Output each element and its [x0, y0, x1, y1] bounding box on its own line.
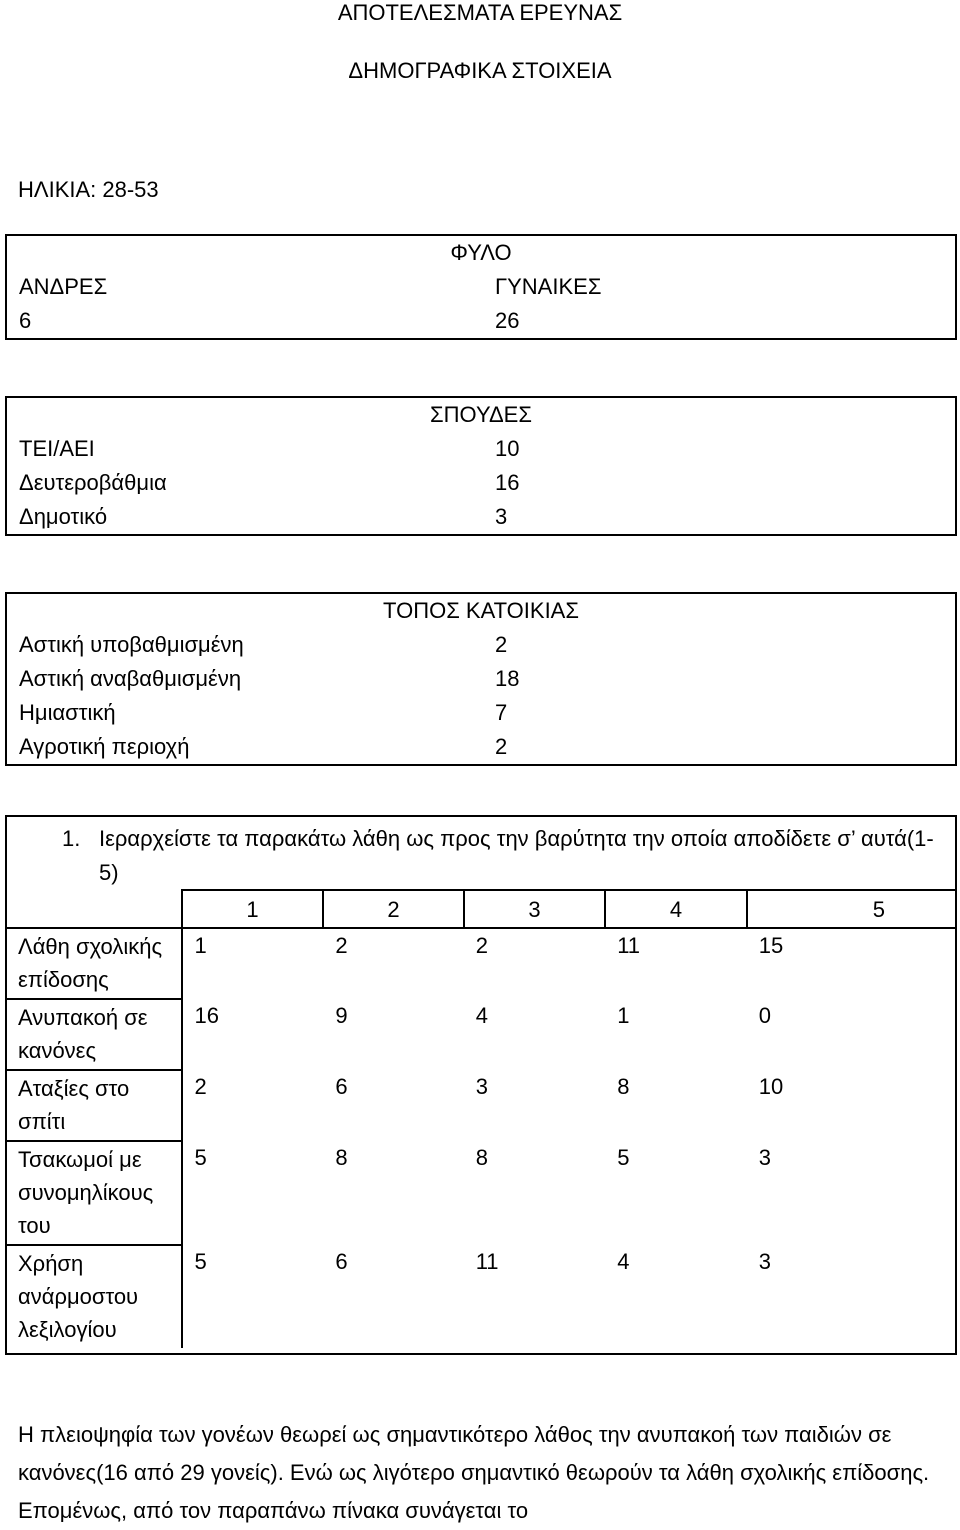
question-number: 1.	[62, 826, 81, 851]
education-table	[5, 396, 957, 536]
residence-table-title: ΤΟΠΟΣ ΚΑΤΟΙΚΙΑΣ	[383, 598, 579, 623]
rank-column-header: 1	[182, 890, 324, 928]
residence-row-value: 2	[495, 632, 508, 657]
table-row	[5, 928, 957, 999]
rank-column-header: 2	[323, 890, 463, 928]
residence-row-label: Αστική αναβαθμισμένη	[19, 666, 242, 691]
rank-count: 8	[475, 1145, 488, 1170]
rank-count: 15	[758, 933, 784, 958]
error-type-label: Χρήση ανάρμοστου λεξιλογίου	[5, 1245, 182, 1348]
rank-count: 3	[475, 1074, 488, 1099]
error-type-label: Λάθη σχολικής επίδοσης	[5, 928, 182, 999]
rank-count: 8	[335, 1145, 348, 1170]
education-table-title: ΣΠΟΥΔΕΣ	[430, 402, 532, 427]
education-row-label: ΤΕΙ/ΑΕΙ	[19, 436, 95, 461]
rank-count: 5	[194, 1145, 207, 1170]
table-row	[5, 1070, 957, 1141]
rank-count: 4	[475, 1003, 488, 1028]
rank-column-header: 4	[605, 890, 747, 928]
error-type-label: Τσακωμοί με συνομηλίκους του	[5, 1141, 182, 1245]
rank-count: 9	[335, 1003, 348, 1028]
gender-label-men: ΑΝΔΡΕΣ	[19, 274, 108, 299]
gender-table-title: ΦΥΛΟ	[450, 240, 512, 265]
ranking-corner-cell	[5, 890, 182, 928]
rank-count: 1	[617, 1003, 630, 1028]
rank-column-header: 3	[464, 890, 606, 928]
rank-count: 5	[617, 1145, 630, 1170]
residence-row-value: 18	[495, 666, 520, 691]
rank-count: 8	[617, 1074, 630, 1099]
rank-count: 0	[758, 1003, 771, 1028]
rank-column-header: 5	[747, 890, 957, 928]
rank-count: 5	[194, 1249, 207, 1274]
table-row	[5, 1245, 957, 1348]
education-row-label: Δημοτικό	[19, 504, 108, 529]
rank-count: 11	[475, 1249, 499, 1274]
residence-row-label: Ημιαστική	[19, 700, 116, 725]
residence-row-value: 2	[495, 734, 508, 759]
rank-count: 16	[194, 1003, 220, 1028]
residence-row-label: Αγροτική περιοχή	[19, 734, 190, 759]
rank-count: 3	[758, 1145, 771, 1170]
gender-value-women: 26	[495, 308, 520, 333]
residence-row-label: Αστική υποβαθμισμένη	[19, 632, 244, 657]
section-title: ΔΗΜΟΓΡΑΦΙΚΑ ΣΤΟΙΧΕΙΑ	[348, 58, 612, 83]
rank-count: 1	[194, 933, 207, 958]
rank-count: 2	[475, 933, 488, 958]
residence-table	[5, 592, 957, 766]
summary-paragraph: Η πλειοψηφία των γονέων θεωρεί ως σημαντικότερο λάθος την ανυπακοή των παιδιών σε κανόνες(16 από 29 γονείς). Ενώ ως λιγότερο σημαντικό θεωρούν τα λάθη σχολικής επίδοσης. Επομένως, από τον παραπάνω πίνακα συνάγεται το	[18, 1422, 930, 1523]
table-row	[5, 999, 957, 1070]
table-row	[5, 1141, 957, 1245]
error-type-label: Αταξίες στο σπίτι	[5, 1070, 182, 1141]
age-range-line: ΗΛΙΚΙΑ: 28-53	[18, 177, 159, 202]
rank-count: 6	[335, 1074, 348, 1099]
rank-count: 2	[335, 933, 348, 958]
rank-count: 2	[194, 1074, 207, 1099]
ranking-table	[5, 889, 957, 1348]
error-type-label: Ανυπακοή σε κανόνες	[5, 999, 182, 1070]
education-row-label: Δευτεροβάθμια	[19, 470, 167, 495]
education-row-value: 16	[495, 470, 520, 495]
rank-count: 3	[758, 1249, 771, 1274]
gender-label-women: ΓΥΝΑΙΚΕΣ	[495, 274, 602, 299]
residence-row-value: 7	[495, 700, 508, 725]
page-title: ΑΠΟΤΕΛΕΣΜΑΤΑ ΕΡΕΥΝΑΣ	[337, 0, 623, 25]
question-text: Ιεραρχείστε τα παρακάτω λάθη ως προς την βαρύτητα την οποία αποδίδετε σ’ αυτά(1-5)	[99, 826, 934, 885]
rank-count: 10	[758, 1074, 784, 1099]
rank-count: 11	[617, 933, 641, 958]
gender-value-men: 6	[19, 308, 32, 333]
rank-count: 6	[335, 1249, 348, 1274]
education-row-value: 10	[495, 436, 520, 461]
rank-count: 4	[617, 1249, 630, 1274]
education-row-value: 3	[495, 504, 508, 529]
gender-table	[5, 234, 957, 340]
